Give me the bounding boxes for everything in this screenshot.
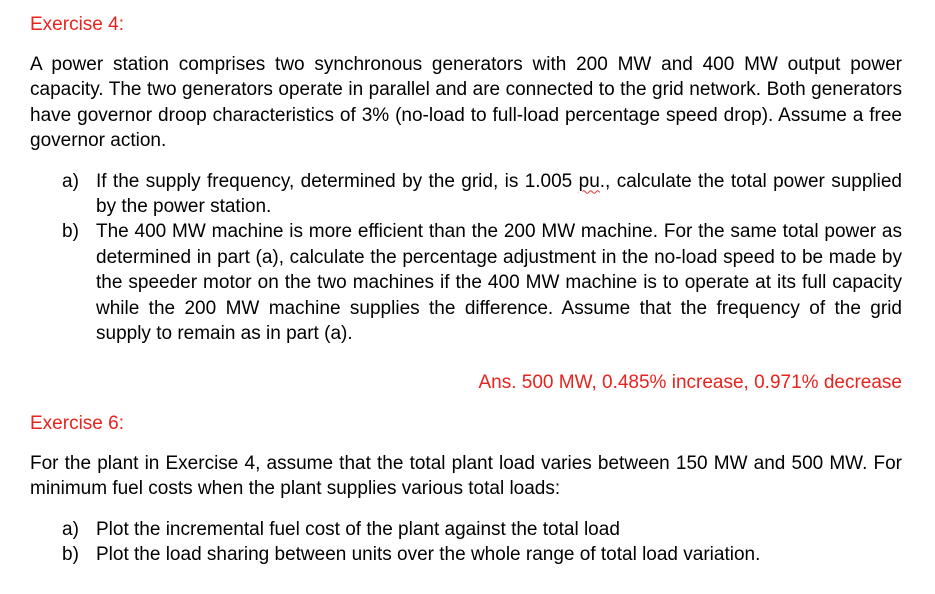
spellcheck-underlined-word: pu	[578, 170, 600, 192]
exercise-4-intro: A power station comprises two synchronous generators with 200 MW and 400 MW output power capacity. The two generators operate in parallel and are connected to the grid network. Both generators have governor droop characteristics of 3% (no-load to full-load percentage speed drop). Assume a free governor action.	[30, 54, 902, 152]
document-page	[30, 12, 902, 568]
exercise-6-heading: Exercise 6:	[30, 412, 124, 434]
exercise-6-intro: For the plant in Exercise 4, assume that the total plant load varies between 150 MW and 500 MW. For minimum fuel costs when the plant supplies various total loads:	[30, 452, 902, 500]
list-marker: a)	[62, 518, 79, 540]
question-text-after: ., calculate the total power supplied by the power station.	[96, 170, 902, 218]
exercise-4-question-a	[30, 169, 902, 220]
exercise-4-question-b	[30, 219, 902, 346]
question-text-before: If the supply frequency, determined by the grid, is 1.005	[96, 170, 579, 192]
list-marker: b)	[62, 544, 79, 566]
exercise-4-heading: Exercise 4:	[30, 14, 124, 35]
question-text: Plot the incremental fuel cost of the plant against the total load	[96, 518, 620, 540]
list-marker: b)	[62, 221, 79, 243]
exercise-6-question-b	[30, 542, 902, 567]
exercise-4-answer: Ans. 500 MW, 0.485% increase, 0.971% decrease	[478, 372, 902, 394]
exercise-4-question-list	[30, 169, 902, 347]
exercise-6-question-list	[30, 517, 902, 568]
question-text: The 400 MW machine is more efficient than the 200 MW machine. For the same total power as determined in part (a), calculate the percentage adjustment in the no-load speed to be made by the speeder motor on the two machines if the 400 MW machine is to operate at its full capacity while the 200 MW machine supplies the difference. Assume that the frequency of the grid supply to remain as in part (a).	[96, 221, 902, 345]
question-text: Plot the load sharing between units over the whole range of total load variation.	[96, 544, 761, 566]
list-marker: a)	[62, 170, 79, 192]
exercise-6-question-a	[30, 517, 902, 542]
